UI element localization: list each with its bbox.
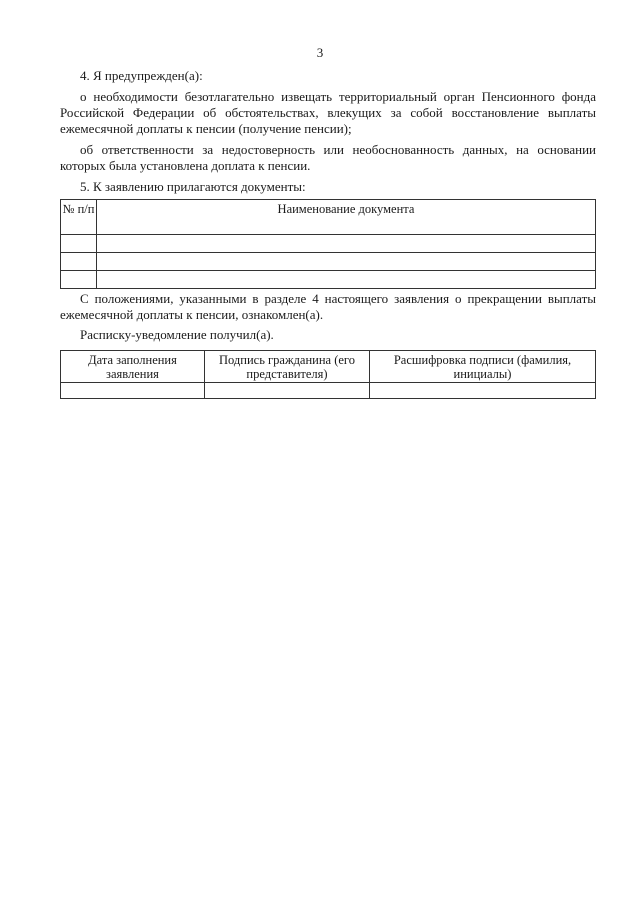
section4-item1: о необходимости безотлагательно извещать территориальный орган Пенсионного фонда Российской Федерации об обстоятельствах, влекущих за собой восстановление выплаты ежемесячной доплаты к пенсии (получение пенсии); <box>60 89 596 136</box>
table-row <box>61 235 596 253</box>
acknowledgement-text: С положениями, указанными в разделе 4 настоящего заявления о прекращении выплаты ежемесячной доплаты к пенсии, ознакомлен(а). <box>60 291 596 322</box>
signature-cell[interactable] <box>205 383 370 399</box>
col-decoding-header: Расшифровка подписи (фамилия, инициалы) <box>370 351 596 383</box>
col-number-header: № п/п <box>61 200 97 235</box>
table-row <box>61 253 596 271</box>
table-cell[interactable] <box>61 235 97 253</box>
documents-table-header <box>61 200 596 235</box>
col-date-header: Дата заполнения заявления <box>61 351 205 383</box>
section4-item2: об ответственности за недостоверность или необоснованность данных, на основании которых была установлена доплата к пенсии. <box>60 142 596 173</box>
col-document-name-header: Наименование документа <box>97 200 596 235</box>
col-signature-header: Подпись гражданина (его представителя) <box>205 351 370 383</box>
table-cell[interactable] <box>97 253 596 271</box>
signature-table-header <box>61 351 596 383</box>
table-cell[interactable] <box>61 253 97 271</box>
section5-heading: 5. К заявлению прилагаются документы: <box>80 179 306 194</box>
table-cell[interactable] <box>61 271 97 289</box>
documents-table <box>60 199 596 289</box>
page-number: 3 <box>316 45 324 60</box>
receipt-text: Расписку-уведомление получил(а). <box>80 327 274 342</box>
table-cell[interactable] <box>97 271 596 289</box>
table-cell[interactable] <box>97 235 596 253</box>
section4-heading: 4. Я предупрежден(а): <box>80 68 203 83</box>
decoding-cell[interactable] <box>370 383 596 399</box>
date-cell[interactable] <box>61 383 205 399</box>
table-row <box>61 271 596 289</box>
table-row <box>61 383 596 399</box>
signature-table <box>60 350 596 399</box>
